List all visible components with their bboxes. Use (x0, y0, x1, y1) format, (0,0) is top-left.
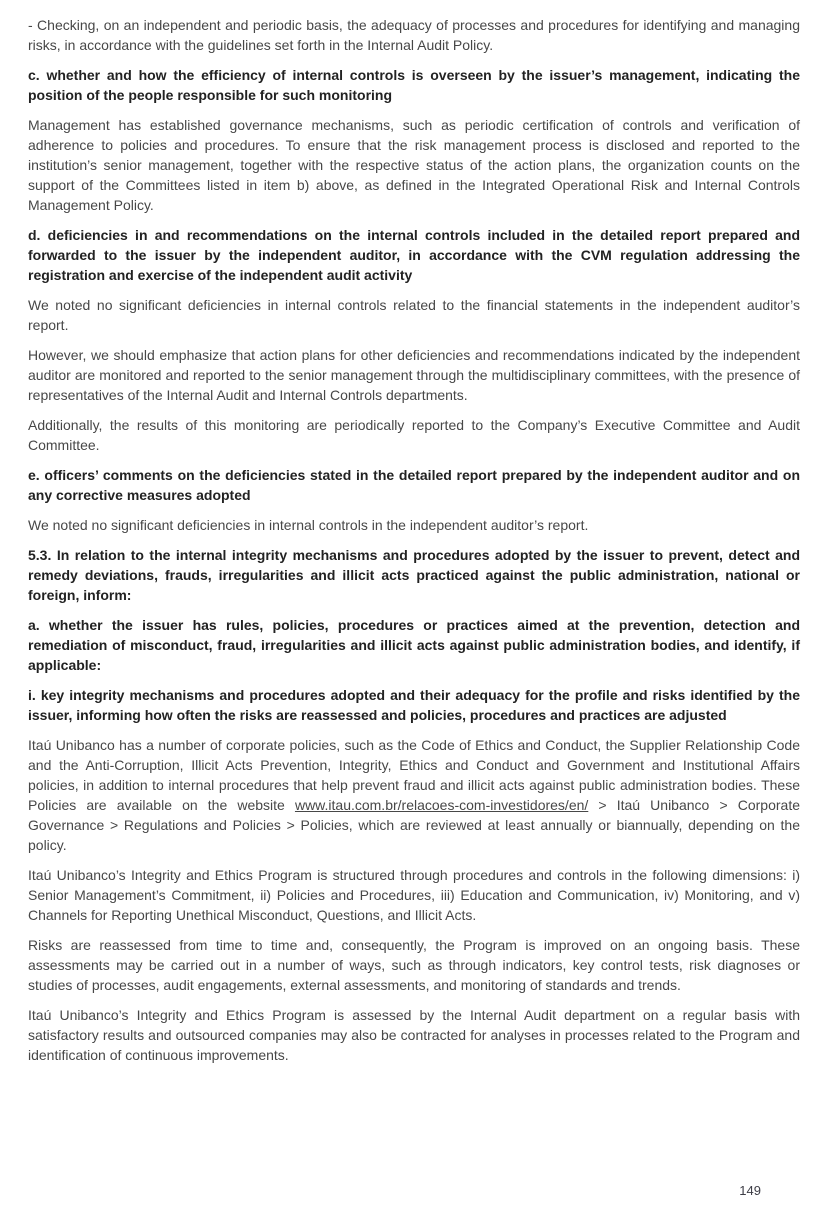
paragraph-text: > Itaú Unibanco > Corporate Governance > Regulations and Policies > Policies, which are reviewed at least annually or biannually, depending on the policy. (28, 797, 800, 853)
section-heading: 5.3. In relation to the internal integrity mechanisms and procedures adopted by the issuer to prevent, detect and remedy deviations, frauds, irregularities and illicit acts practiced against the public administration, national or foreign, inform: (28, 547, 800, 603)
paragraph: We noted no significant deficiencies in internal controls in the independent auditor’s report. (28, 517, 589, 533)
paragraph: We noted no significant deficiencies in internal controls related to the financial statements in the independent auditor’s report. (28, 297, 800, 333)
paragraph: Management has established governance mechanisms, such as periodic certification of controls and verification of adherence to policies and procedures. To ensure that the risk management process is disclosed and reported to the institution’s senior management, together with the respective status of the action plans, the organization counts on the support of the Committees listed in item b) above, as defined in the Integrated Operational Risk and Internal Controls Management Policy. (28, 117, 800, 213)
paragraph: - Checking, on an independent and periodic basis, the adequacy of processes and procedures for identifying and managing risks, in accordance with the guidelines set forth in the Internal Audit Policy. (28, 17, 800, 53)
paragraph (28, 735, 800, 855)
page-number: 149 (739, 1183, 761, 1198)
paragraph: Itaú Unibanco’s Integrity and Ethics Program is structured through procedures and controls in the following dimensions: i) Senior Management’s Commitment, ii) Policies and Procedures, iii) Education and Communication, iv) Monitoring, and v) Channels for Reporting Unethical Misconduct, Questions, and Illicit Acts. (28, 867, 800, 923)
document-content (28, 15, 800, 1075)
section-heading: c. whether and how the efficiency of internal controls is overseen by the issuer’s management, indicating the position of the people responsible for such monitoring (28, 67, 800, 103)
paragraph-text: Itaú Unibanco has a number of corporate policies, such as the Code of Ethics and Conduct, the Supplier Relationship Code and the Anti-Corruption, Illicit Acts Prevention, Integrity, Ethics and Conduct and Government and Institutional Affairs policies, in addition to internal procedures that help prevent fraud and illicit acts against public administration bodies. These Policies are available on the website (28, 737, 800, 813)
section-heading: d. deficiencies in and recommendations on the internal controls included in the detailed report prepared and forwarded to the issuer by the independent auditor, in accordance with the CVM regulation addressing the registration and exercise of the independent audit activity (28, 227, 800, 283)
section-heading: a. whether the issuer has rules, policies, procedures or practices aimed at the prevention, detection and remediation of misconduct, fraud, irregularities and illicit acts against public administration bodies, and identify, if applicable: (28, 617, 800, 673)
paragraph: Itaú Unibanco’s Integrity and Ethics Program is assessed by the Internal Audit department on a regular basis with satisfactory results and outsourced companies may also be contracted for analyses in processes related to the Program and identification of continuous improvements. (28, 1007, 800, 1063)
itau-ir-website-link[interactable]: www.itau.com.br/relacoes-com-investidores/en/ (294, 797, 589, 813)
section-heading: i. key integrity mechanisms and procedures adopted and their adequacy for the profile and risks identified by the issuer, informing how often the risks are reassessed and policies, procedures and practices are adjusted (28, 687, 800, 723)
paragraph: Additionally, the results of this monitoring are periodically reported to the Company’s Executive Committee and Audit Committee. (28, 417, 800, 453)
paragraph: Risks are reassessed from time to time and, consequently, the Program is improved on an ongoing basis. These assessments may be carried out in a number of ways, such as through indicators, key control tests, risk diagnoses or studies of processes, audit engagements, external assessments, and monitoring of standards and trends. (28, 937, 800, 993)
paragraph: However, we should emphasize that action plans for other deficiencies and recommendations indicated by the independent auditor are monitored and reported to the senior management through the multidisciplinary committees, with the presence of representatives of the Internal Audit and Internal Controls departments. (28, 347, 800, 403)
section-heading: e. officers’ comments on the deficiencies stated in the detailed report prepared by the independent auditor and on any corrective measures adopted (28, 467, 800, 503)
